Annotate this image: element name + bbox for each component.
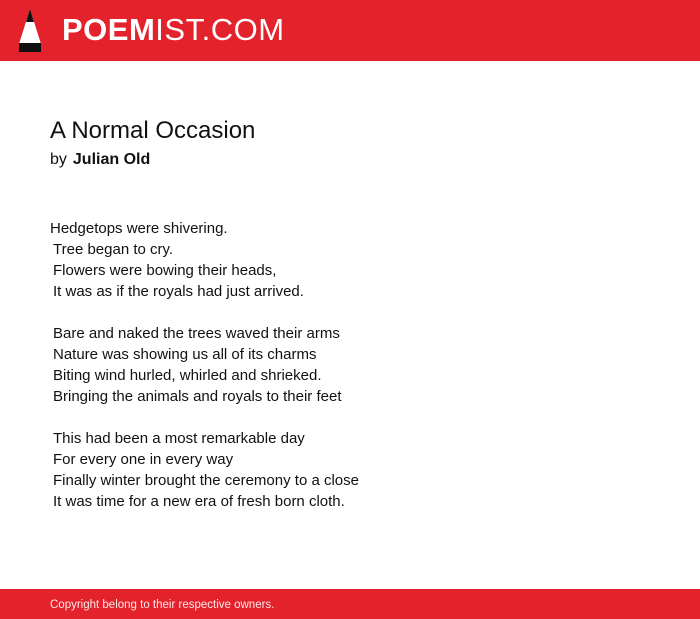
- poem-body: [50, 218, 650, 512]
- poem-line: Hedgetops were shivering.: [50, 220, 228, 237]
- copyright-text: Copyright belong to their respective owners.: [50, 599, 275, 611]
- by-label: by: [50, 151, 67, 168]
- poem-line: Nature was showing us all of its charms: [53, 346, 317, 363]
- byline: [50, 149, 650, 171]
- stanza-3: [50, 428, 650, 512]
- site-logo-link[interactable]: [18, 8, 285, 52]
- poem-line: It was time for a new era of fresh born cloth.: [53, 493, 345, 510]
- site-footer: [0, 589, 700, 619]
- site-logo-text: [62, 8, 285, 52]
- poem-line: Biting wind hurled, whirled and shrieked.: [53, 367, 322, 384]
- poem-line: Bringing the animals and royals to their feet: [53, 388, 342, 405]
- poem-line: This had been a most remarkable day: [53, 430, 305, 447]
- stanza-2: [50, 323, 650, 407]
- pencil-tip-icon: [18, 8, 42, 52]
- poem-line: Tree began to cry.: [53, 241, 174, 258]
- poem-content: [50, 113, 650, 533]
- logo-bold-text: POEM: [62, 12, 156, 47]
- poem-line: For every one in every way: [53, 451, 234, 468]
- stanza-1: [50, 218, 650, 302]
- poem-line: Bare and naked the trees waved their arms: [53, 325, 340, 342]
- poem-line: Finally winter brought the ceremony to a close: [53, 472, 359, 489]
- poem-line: Flowers were bowing their heads,: [53, 262, 277, 279]
- author-name: Julian Old: [72, 151, 151, 168]
- poem-line: It was as if the royals had just arrived.: [53, 283, 304, 300]
- poem-title: A Normal Occasion: [50, 117, 256, 144]
- site-header: [0, 0, 700, 61]
- logo-light-text: IST.COM: [155, 12, 285, 47]
